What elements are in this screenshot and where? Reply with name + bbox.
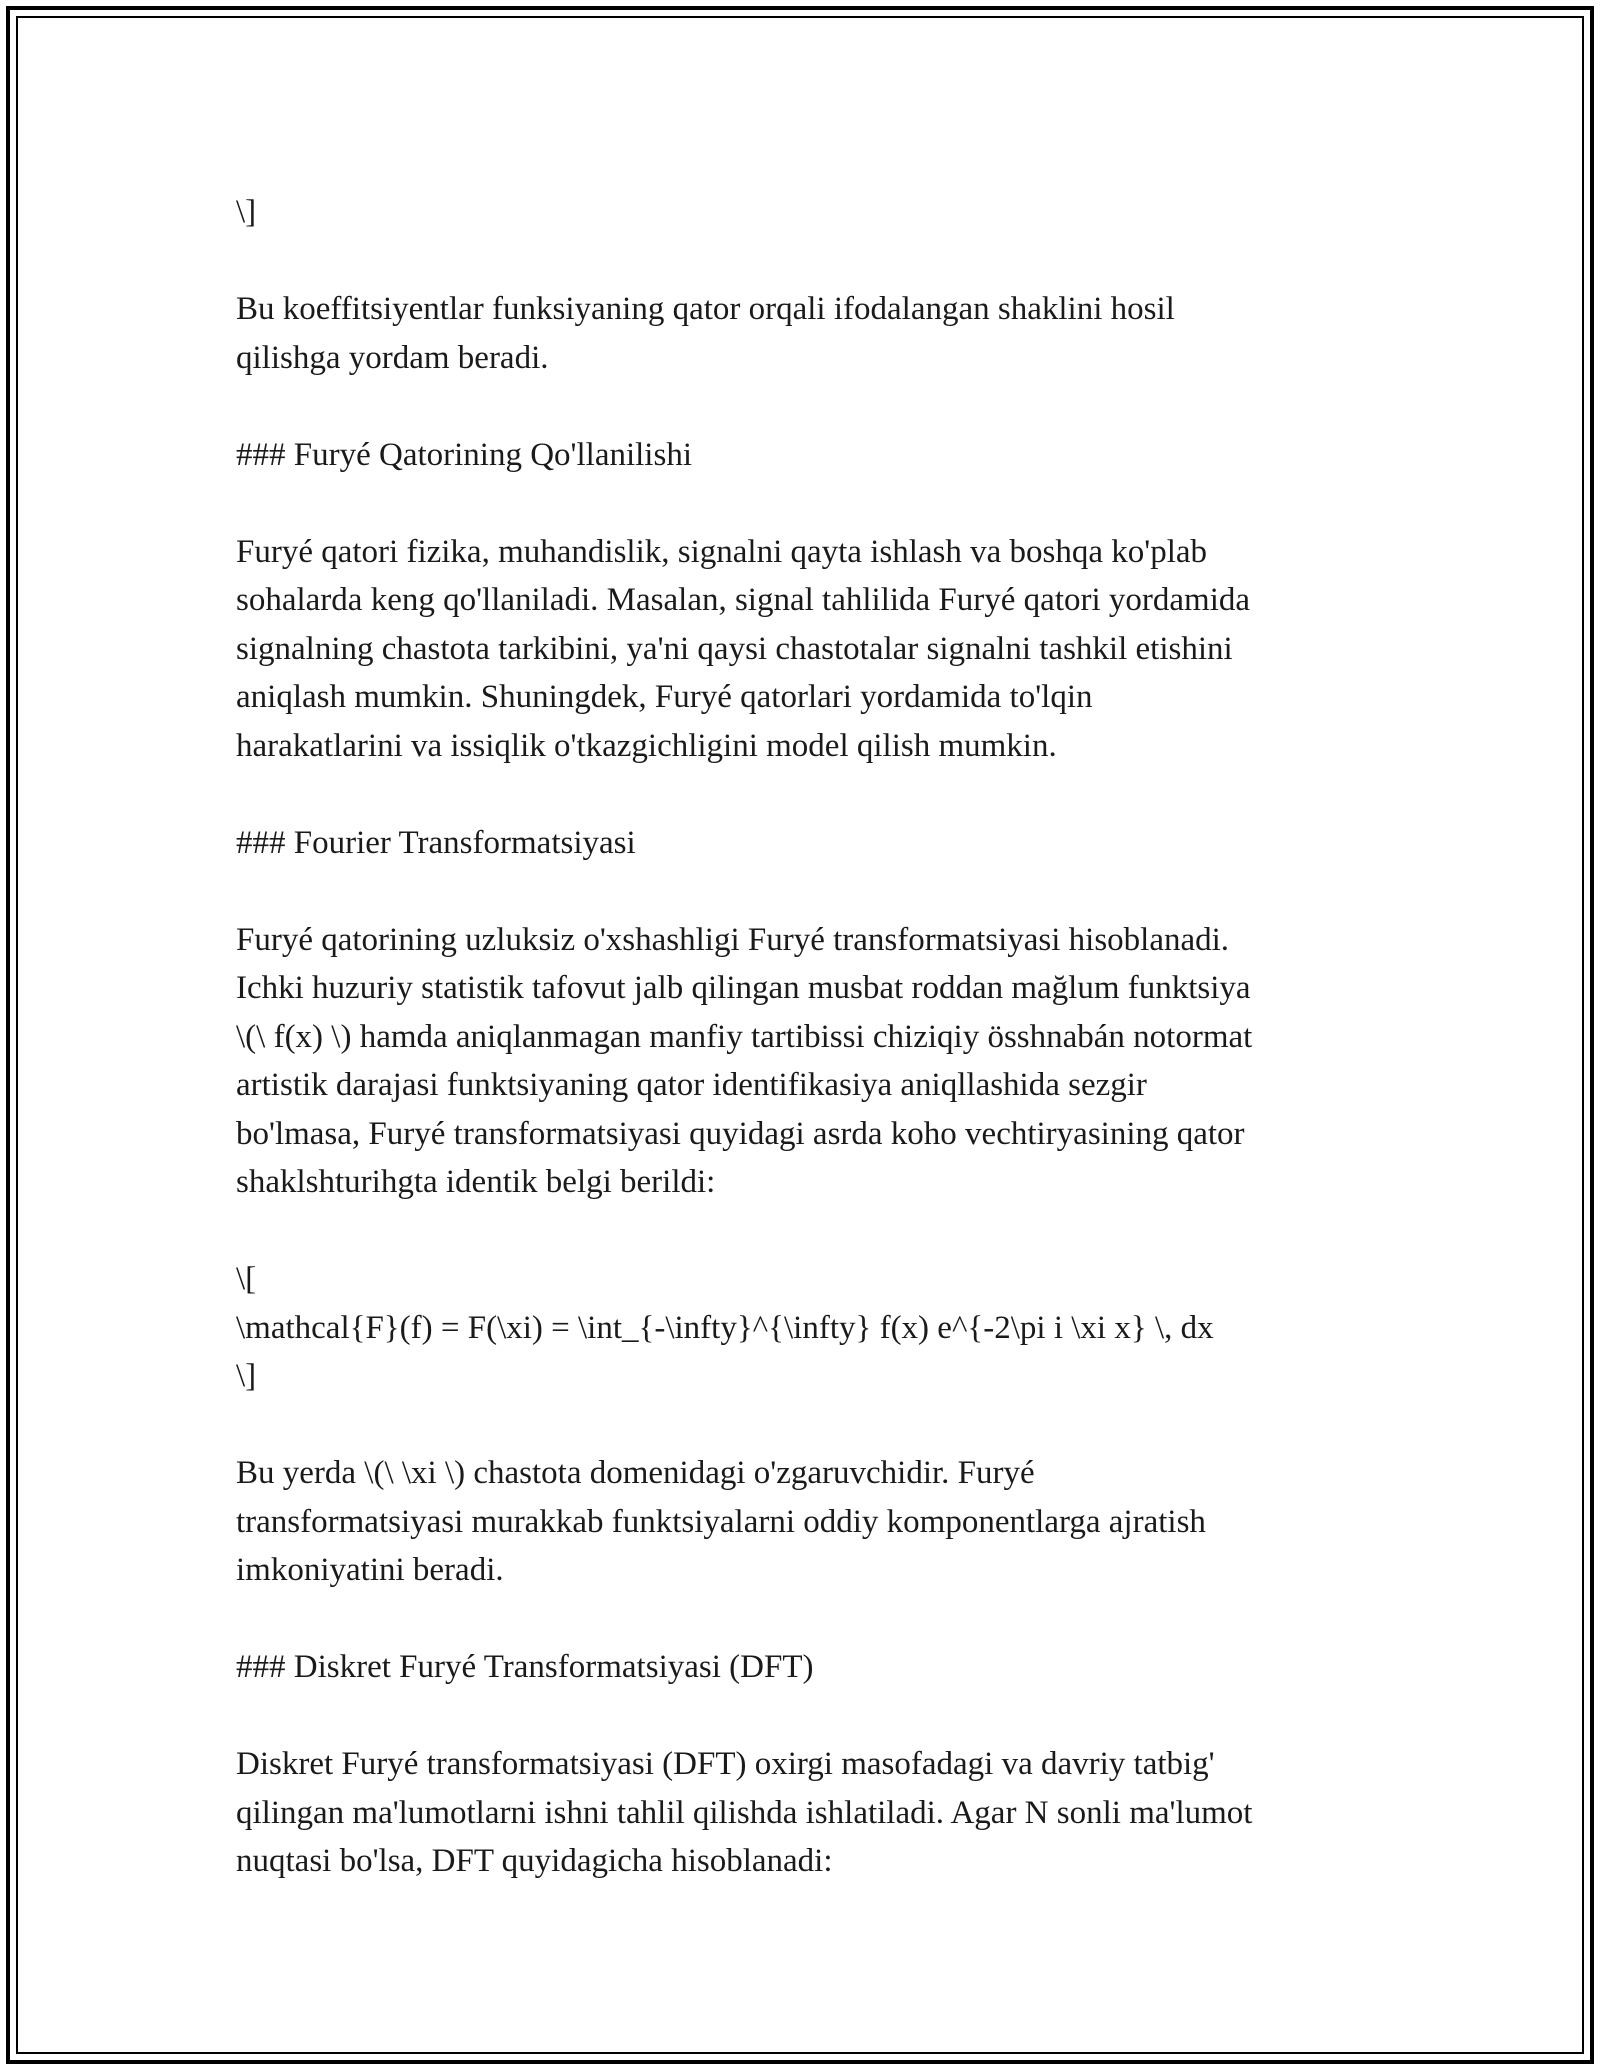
document-body (236, 188, 1386, 1886)
heading-fourier-series-applications: ### Furyé Qatorining Qo'llanilishi (236, 436, 692, 473)
math-block-fourier-transform-formula: \[ \mathcal{F}(f) = F(\xi) = \int_{-\infty}^{\infty} f(x) e^{-2\pi i \xi x} \, dx \] (236, 1261, 1214, 1394)
paragraph-fourier-series-applications: Furyé qatori fizika, muhandislik, signalni qayta ishlash va boshqa ko'plab sohalarda keng qo'llaniladi. Masalan, signal tahlilida Furyé qatori yordamida signalning chastota tarkibini, ya'ni qaysi chastotalar signalni tashkil etishini aniqlash mumkin. Shuningdek, Furyé qatorlari yordamida to'lqin harakatlarini va issiqlik o'tkazgichligini model qilish mumkin. (236, 533, 1251, 764)
math-block-end: \] (236, 194, 257, 230)
heading-dft: ### Diskret Furyé Transformatsiyasi (DFT) (236, 1649, 814, 1685)
paragraph-dft: Diskret Furyé transformatsiyasi (DFT) oxirgi masofadagi va davriy tatbig' qilingan ma'lumotlarni ishni tahlil qilishda ishlatiladi. Agar N sonli ma'lumot nuqtasi bo'lsa, DFT quyidagicha hisoblanadi: (236, 1746, 1253, 1879)
paragraph-fourier-transform: Furyé qatorining uzluksiz o'xshashligi Furyé transformatsiyasi hisoblanadi. Ichki huzuriy statistik tafovut jalb qilingan musbat roddan mağlum funktsiya \(\ f(x) \) hamda aniqlanmagan manfiy tartibissi chiziqiy össhnabán notormat artistik darajasi funktsiyaning qator identifikasiya aniqllashida sezgir bo'lmasa, Furyé transformatsiyasi quyidagi asrda koho vechtiryasining qator shaklshturihgta identik belgi berildi: (236, 921, 1253, 1200)
paragraph-coefficients: Bu koeffitsiyentlar funksiyaning qator orqali ifodalangan shaklini hosil qilishga yordam beradi. (236, 291, 1175, 376)
paragraph-xi-variable: Bu yerda \(\ \xi \) chastota domenidagi o'zgaruvchidir. Furyé transformatsiyasi murakkab funktsiyalarni oddiy komponentlarga ajratish imkoniyatini beradi. (236, 1455, 1206, 1588)
heading-fourier-transform: ### Fourier Transformatsiyasi (236, 824, 636, 861)
